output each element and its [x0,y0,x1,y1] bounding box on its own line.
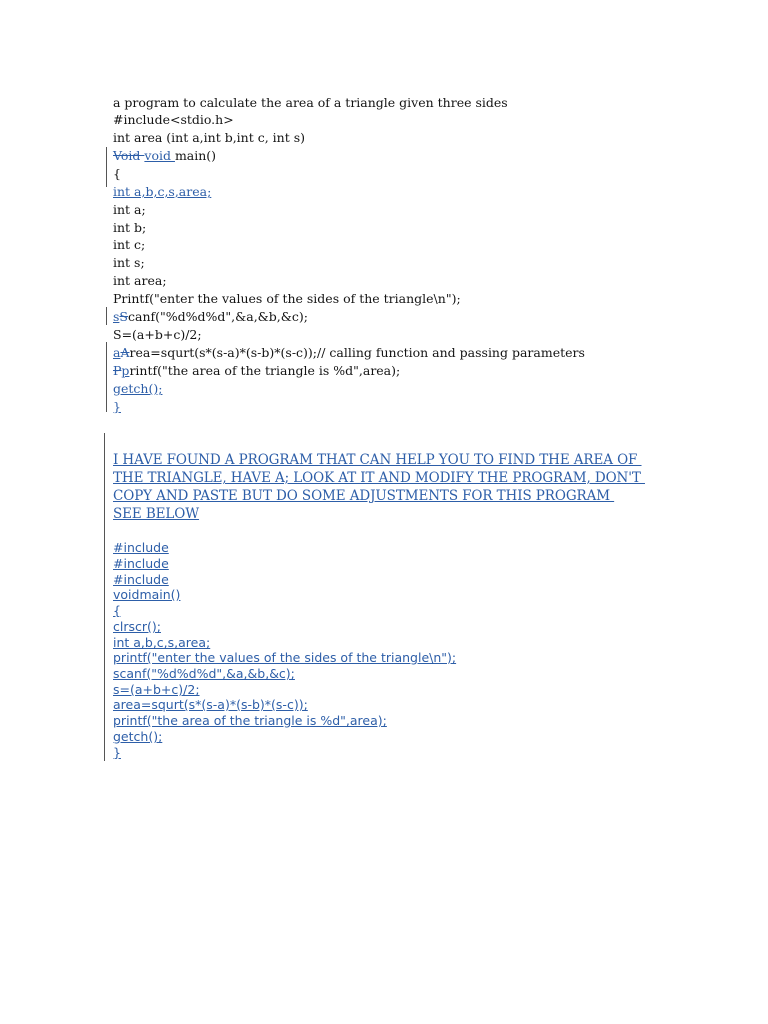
inserted-code-line: clrscr(); [113,619,161,634]
code-line-vars-inserted: int a,b,c,s,area; [113,184,212,199]
inserted-code-line: s=(a+b+c)/2; [113,682,200,697]
code-line-int-s: int s; [113,255,145,270]
code-line-printf-result [113,362,400,379]
inserted-code-line: #include [113,540,169,555]
doc-title: a program to calculate the area of a triangle given three sides [113,95,508,110]
inserted-text: a [113,345,121,360]
inserted-code-line: int a,b,c,s,area; [113,635,211,650]
inserted-code-line: } [113,745,121,760]
inserted-code-line: #include [113,572,169,587]
code-text: main() [174,148,217,163]
inserted-code-line: area=squrt(s*(s-a)*(s-b)*(s-c)); [113,697,308,712]
code-line-area-calc [113,344,585,361]
note-heading-line: I HAVE FOUND A PROGRAM THAT CAN HELP YOU TO FIND THE AREA OF [113,452,642,468]
code-line-area-decl: int area (int a,int b,int c, int s) [113,130,305,145]
inserted-text: void [144,148,175,163]
code-line-getch-inserted: getch(); [113,381,163,396]
change-bar [106,307,107,325]
code-line-int-a: int a; [113,202,146,217]
inserted-code-line: scanf("%d%d%d",&a,&b,&c); [113,666,295,681]
code-line-int-area: int area; [113,273,167,288]
code-line-s-calc: S=(a+b+c)/2; [113,327,202,342]
code-text: rintf("the area of the triangle is %d",area); [129,363,401,378]
note-heading-line: THE TRIANGLE, HAVE A; LOOK AT IT AND MODIFY THE PROGRAM, DON'T [113,470,645,486]
change-bar [104,433,105,761]
inserted-code-line: getch(); [113,729,163,744]
deleted-text: P [113,363,122,378]
code-text: rea=squrt(s*(s-a)*(s-b)*(s-c));// calling function and passing parameters [129,345,585,360]
deleted-text: S [119,309,128,324]
change-bar [106,342,107,412]
code-line-open-brace: { [113,166,121,181]
inserted-code-line: printf("enter the values of the sides of the triangle\n"); [113,650,457,665]
code-line-main [113,147,216,164]
inserted-code-line: #include [113,556,169,571]
change-bar [106,147,107,187]
code-line-printf: Printf("enter the values of the sides of the triangle\n"); [113,291,461,306]
deleted-text: A [120,345,130,360]
note-heading-line: SEE BELOW [113,506,200,522]
inserted-code-line: { [113,603,121,618]
inserted-text: s [113,309,120,324]
inserted-text: p [121,363,130,378]
code-line-close-brace-inserted: } [113,399,121,414]
code-text: canf("%d%d%d",&a,&b,&c); [128,309,308,324]
code-line-scanf [113,308,308,325]
inserted-code-line: printf("the area of the triangle is %d",area); [113,713,387,728]
code-line-int-c: int c; [113,237,146,252]
code-line-include: #include<stdio.h> [113,112,234,127]
deleted-text: Void [113,148,145,163]
note-heading-line: COPY AND PASTE BUT DO SOME ADJUSTMENTS FOR THIS PROGRAM [113,488,615,504]
code-line-int-b: int b; [113,220,147,235]
inserted-code-line: voidmain() [113,587,181,602]
